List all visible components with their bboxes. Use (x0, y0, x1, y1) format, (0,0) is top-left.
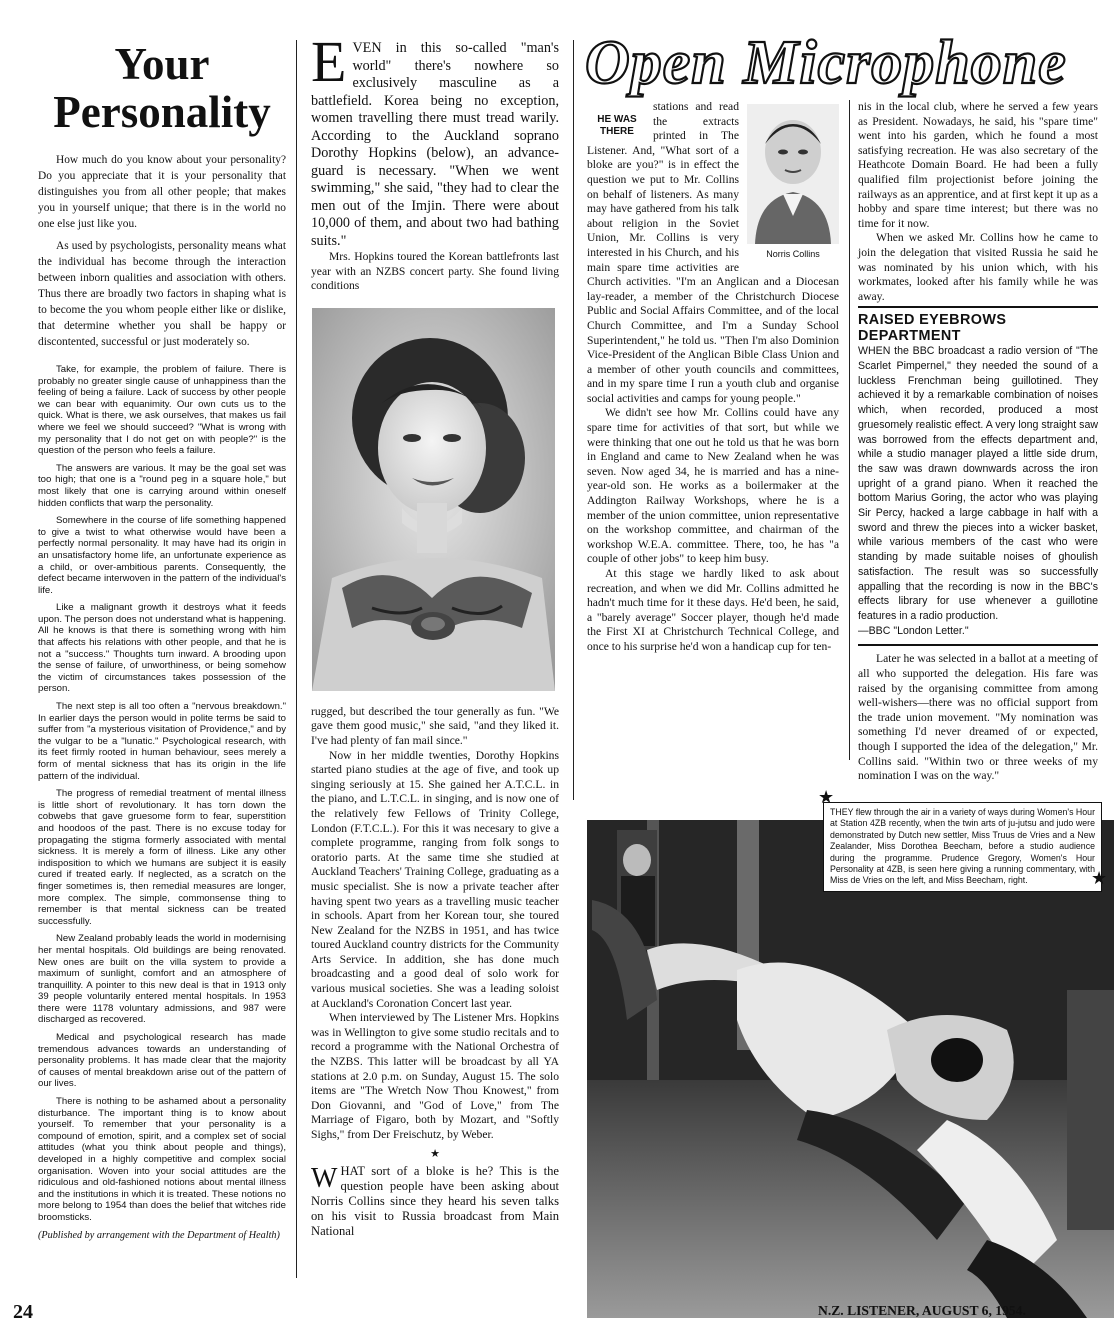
collins-lead: HAT sort of a bloke is he? This is the question people have been asking about Norris Collins since they heard his seven talks on his visit to Russia broadcast from Main National (311, 1163, 559, 1238)
body-paragraph: Take, for example, the problem of failure. There is probably no greater single cause of unhappiness than the feeling of being a failure. Lack of success by other people we can bear with equanimity. Our own cuts us to the quick. What is there, we ask ourselves, that makes us fail where we feel we should succeed? "What is wrong with my personality that I do not get on with people?" is the question of the person who feels a failure. (38, 364, 286, 457)
collins-paragraph: nis in the local club, where he served a few years as President. Nowadays, he said, his "spare time" went into his garden, which he found a most satisfying recreation. He was also secretary of the Heathcote Domain Board. He had been a fully qualified film projectionist before joining the railways as an apprentice, and at first kept it up as a hobby and spare time interest; but there was no time for it now. (858, 100, 1098, 230)
personality-title: Your Personality (53, 39, 271, 137)
section-star: ★ (430, 1147, 440, 1160)
page-number: 24 (13, 1301, 33, 1323)
photo-caption-box (823, 802, 1102, 892)
star-icon: ★ (1091, 868, 1108, 888)
body-paragraph: Like a malignant growth it destroys what it feeds upon. The person does not understand what is happening. All he knows is that there is something wrong with him that affects his relations with other people, and that he is not a "success." Thoughts turn inward. A brooding upon the sense of failure, of unworthiness, or being somehow the victim of circumstances takes possession of the person. (38, 602, 286, 695)
norris-collins-photo (747, 104, 839, 262)
personality-article (38, 0, 286, 1251)
hopkins-lead: VEN in this so-called "man's world" there's nowhere so exclusively masculine as a battlefield. Korea being no exception, women travelling there must tread warily. According to the Auckland soprano Dorothy Hopkins (below), an advance-guard is necessary. "When we went swimming," she said, "they had to clear the men out of the Imjin. There were about 10,000 of them, and about two had bathing suits." (311, 40, 559, 249)
star-icon: ★ (818, 787, 835, 807)
collins-article (587, 100, 839, 655)
photo-caption: THEY flew through the air in a variety of ways during Women's Hour at Station 4ZB recently, when the twin arts of ju-jutsu and judo were demonstrated by Dutch new settler, Miss Truus de Vries and a New Zealander, Miss Dorothea Beecham, before a studio audience during the programme. Prudence Gregory, Women's Hour Personality at 4ZB, is seen here giving a running commentary, with Miss de Vries on the left, and Miss Beecham, right. (830, 807, 1095, 886)
judo-image (587, 820, 1114, 1318)
column-rule (573, 40, 574, 800)
drop-cap: E (311, 29, 347, 94)
body-paragraph: Medical and psychological research has made tremendous advances towards an understanding of personality problems. It has made clear that the majority of causes of mental breakdown arise out of the pattern of our lives. (38, 1032, 286, 1090)
personality-credit: (Published by arrangement with the Department of Health) (38, 1229, 280, 1241)
collins-paragraph: At this stage we hardly liked to ask about recreation, and when we did Mr. Collins admitted he hadn't much time for it these days. He'd been, he said, a "barely average" Soccer player, though he'd made the First XI at Christchurch Technical College, and once to his surprise he'd won a handicap cup for ten- (587, 567, 839, 653)
collins-paragraph: stations and read the extracts printed in The Listener. And, "What sort of a bloke are you?" is in effect the question we put to Mr. Collins on behalf of listeners. As many may have gathered from his talk about religion in the Soviet Union, Mr. Collins is very interested in his Church, and his main spare time activities are Church activities. "I'm an Anglican and a Diocesan lay-reader, a member of the Christchurch Diocese Public and Social Affairs Committee, and of the local Church Committee, and I'm a Sunday School Superintendent," he told us. "Then I'm also Dominion Vice-President of the Anglican Bible Class Union and a member of other youth councils and committees, and in my spare time I run a youth club and organise social activities and camps for young people." (587, 100, 839, 405)
judo-photo (587, 820, 1114, 1318)
collins-continued (858, 100, 1098, 784)
raised-eyebrows-heading: RAISED EYEBROWS DEPARTMENT (858, 306, 1098, 344)
collins-paragraph: Later he was selected in a ballot at a meeting of all who supported the delegation. His fare was raised by the organising committee from among well-wishers—there was no official support from the trade union movement. "My nomination was something I'd never dreamed of or expected, though I supported the idea of the delegation," Mr. Collins said. "Within two or three weeks of my nomination I was on the way." (858, 652, 1098, 783)
hopkins-article (311, 0, 559, 1239)
personality-intro (38, 152, 286, 350)
box-signature: —BBC "London Letter." (858, 624, 969, 637)
intro-paragraph: How much do you know about your personality? Do you appreciate that it is your personality that distinguishes you from all other people; that makes you in yourself unique; that there is in the world no one else just like you. (38, 154, 286, 230)
portrait-image (312, 308, 555, 691)
collins-paragraph: When we asked Mr. Collins how he came to join the delegation that visited Russia he said he was nominated by his union which, with his workmates, looked after his family while he was away. (858, 231, 1098, 303)
portrait-caption: Norris Collins (766, 249, 820, 259)
box-text: WHEN the BBC broadcast a radio version of "The Scarlet Pimpernel," they needed the sound of a luckless Frenchman being guillotined. They achieved it by a remarkable combination of noises which, when recorded, produced a most gruesomely realistic effect. A very long straight saw was borrowed from the effects department and, while a studio manager played a little side drum, the saw was drawn downwards across the iron upright of a grand piano. When it reached the bottom Marius Goring, the actor who was playing Sir Percy, hacked a large cabbage in half with a sword and threw the pieces into a wicker basket, while various members of the cast who were standing by made suitable noises of ghoulish satisfaction. The result was so successfully appalling that the recording is now in the BBC's effects library for use whenever a guillotine features in a radio production. (858, 345, 1098, 622)
raised-eyebrows-box (858, 344, 1098, 646)
body-paragraph: Somewhere in the course of life something happened to give a twist to what otherwise would have been a perfectly normal personality. It may have had its origin in an unsatisfactory home life, an unfortunate experience as a child, or over-ambitious parents. Consequently, the defect became interwoven in the pattern of the individual's life. (38, 515, 286, 596)
column-rule (849, 100, 850, 760)
body-paragraph: The answers are various. It may be the goal set was too high; that one is a "round peg in a square hole," but most likely that one is carrying around within oneself hidden conflicts that warp the personality. (38, 462, 286, 509)
hopkins-paragraph: Mrs. Hopkins toured the Korean battlefronts last year with an NZBS concert party. She found living conditions (311, 250, 559, 293)
hopkins-paragraph: rugged, but described the tour generally as fun. "We gave them good music," she said, "and they liked it. I've had plenty of fan mail since." (311, 704, 559, 747)
body-paragraph: The next step is all too often a "nervous breakdown." In earlier days the person would in polite terms be said to suffer from "a mysterious visitation of Providence," and by the vulgar to be a "lunatic." Psychological research, with its feet firmly rooted in human behaviour, sees merely a form of mental sickness that has its origin in the life pattern of the individual. (38, 701, 286, 782)
personality-body (38, 364, 286, 1224)
collins-paragraph: We didn't see how Mr. Collins could have any spare time for activities of that sort, but while we were thinking that one out he told us that he was born in England and came to New Zealand when he was seven. Now aged 34, he is married and has a nine-year-old son. He works as a boilermaker at the Addington Railway Workshops, where he is a member of the union committee, union representative on the workshop committee, and chairman of the workshop W.E.A. committee. There, too, he has "a couple of other jobs" to keep him busy. (587, 406, 839, 566)
hopkins-paragraph: Now in her middle twenties, Dorothy Hopkins started piano studies at the age of five, and took up singing seriously at 15. She gained her A.T.C.L. in the piano, and L.T.C.L. in singing, and is now one of the relatively few Fellows of Trinity College, London (F.T.C.L.). For this it was necesary to give a complete programme, ranging from folk songs to oratorio parts. At the same time she studied at Auckland Teachers' Training College, graduating as a music specialist. She is now a private teacher after having spent two years as a travelling music teacher in schools. Apart from her Korean tour, she toured New Zealand for the NZBS in 1951, and has twice toured Auckland country districts for the Community Arts Service. In addition, she has done much broadcasting and a good deal of solo work for various musical societies. She was a leading soloist at Auckland's Coronation Concert last year. (311, 748, 560, 1010)
column-rule (296, 40, 297, 1278)
collins-portrait-image (747, 104, 839, 244)
body-paragraph: There is nothing to be ashamed about a personality disturbance. The important thing is to know about yourself. To remember that your personality is a compound of emotion, spirit, and a complex set of social attitudes (what you think about people and things), developed in a highly competitive and complex social organisation. Woven into your social attitudes are the ridiculous and old-fashioned notions about mental illness and the institutions in which it is treated. These notions no more belong to 1954 than does the belief that witches ride broomsticks. (38, 1096, 286, 1223)
side-heading: HE WAS THERE (597, 114, 637, 137)
body-paragraph: New Zealand probably leads the world in modernising her mental hospitals. Old buildings are being renovated. New ones are built on the villa system to provide a maximum of sunlight, comfort and an atmosphere of tranquillity. A pointer to this new deal is that in 1913 only 39 people voluntarily entered mental hospitals. In 1953 there were 1178 voluntary admissions, and 987 were discharged as recovered. (38, 933, 286, 1026)
dorothy-hopkins-photo (312, 308, 555, 691)
open-microphone-title: Open Microphone (585, 29, 1067, 97)
hopkins-paragraph: When interviewed by The Listener Mrs. Hopkins was in Wellington to give some studio recitals and to record a programme with the National Orchestra of the NZBS. This latter will be broadcast by all YA stations at 2.0 p.m. on Sunday, August 15. The solo items are "The Wretch Now Thou Knowest," from Don Giovanni, and "God of Love," from The Marriage of Figaro, both by Mozart, and "Softly Sighs," from Der Freischutz, by Weber. (311, 1011, 559, 1141)
body-paragraph: The progress of remedial treatment of mental illness is little short of revolutionary. It has torn down the cobwebs that gave gruesome form to fear, superstition and hoodoos of the past. There is no excuse today for propagating the stigma formerly associated with mental sickness. It is merely a form of illness. Like any other indisposition to which we humans are subject it is easily cured if treated early. If neglected, as a scratch on the finger sometimes is, then remedial measures are longer, more complex. The simple, commonsense thing to remember is that mental sickness can be treated successfully. (38, 788, 286, 927)
drop-cap: W (311, 1162, 338, 1194)
intro-paragraph: As used by psychologists, personality means what the individual has become through the interaction between inborn qualities and association with others. Thus there are broadly two factors in shaping what is to become the you whom people either like or dislike, that determine whether you shall be happy or discontented, successful or just moderately so. (38, 240, 286, 348)
masthead: N.Z. LISTENER, AUGUST 6, 1954. (818, 1303, 1026, 1318)
